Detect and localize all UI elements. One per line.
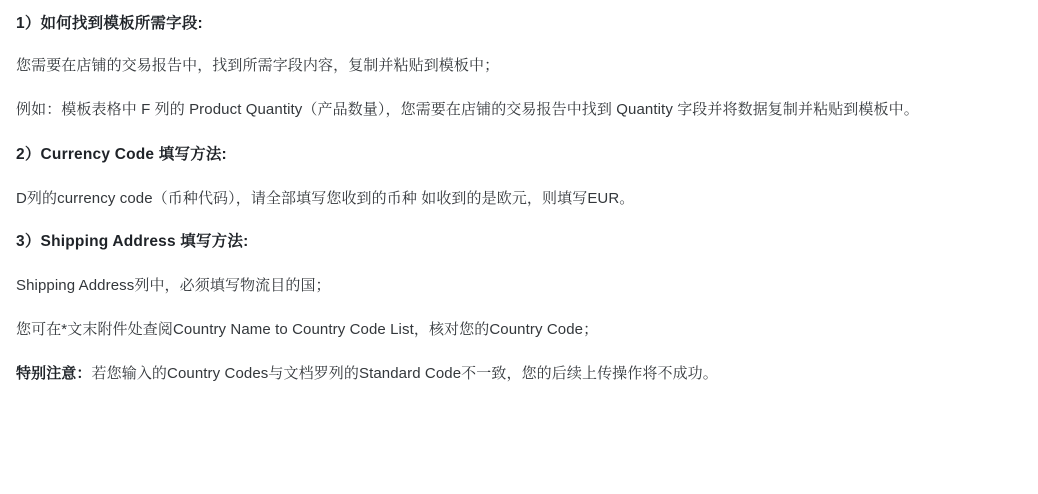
note-text: 若您输入的Country Codes与文档罗列的Standard Code不一致，您的后续上传操作将不成功。 [91, 364, 718, 382]
section-1-number: 1） [16, 15, 41, 32]
note-label: 特别注意： [16, 364, 92, 382]
section-2-heading [16, 143, 1020, 166]
section-2-title: Currency Code 填写方法: [40, 145, 227, 163]
section-1-paragraph-1: 您需要在店铺的交易报告中，找到所需字段内容，复制并粘贴到模板中； [16, 57, 500, 75]
section-2-number: 2） [16, 145, 41, 163]
section-3-heading [16, 230, 1020, 253]
section-3-title: Shipping Address 填写方法: [40, 232, 249, 250]
section-1-title: 如何找到模板所需字段: [40, 15, 203, 32]
section-2-paragraph-1: D列的currency code（币种代码），请全部填写您收到的币种 如收到的是欧元，则填写EUR。 [16, 190, 635, 208]
section-3-number: 3） [16, 232, 41, 250]
section-1-heading [16, 12, 1020, 35]
section-1-paragraph-2: 例如：模板表格中 F 列的 Product Quantity（产品数量），您需要在店铺的交易报告中找到 Quantity 字段并将数据复制并粘贴到模板中。 [16, 101, 919, 119]
section-3-paragraph-2: 您可在*文末附件处查阅Country Name to Country Code List，核对您的Country Code； [16, 320, 599, 338]
section-3-paragraph-1: Shipping Address列中，必须填写物流目的国； [16, 277, 331, 295]
section-3-note [16, 361, 1020, 387]
